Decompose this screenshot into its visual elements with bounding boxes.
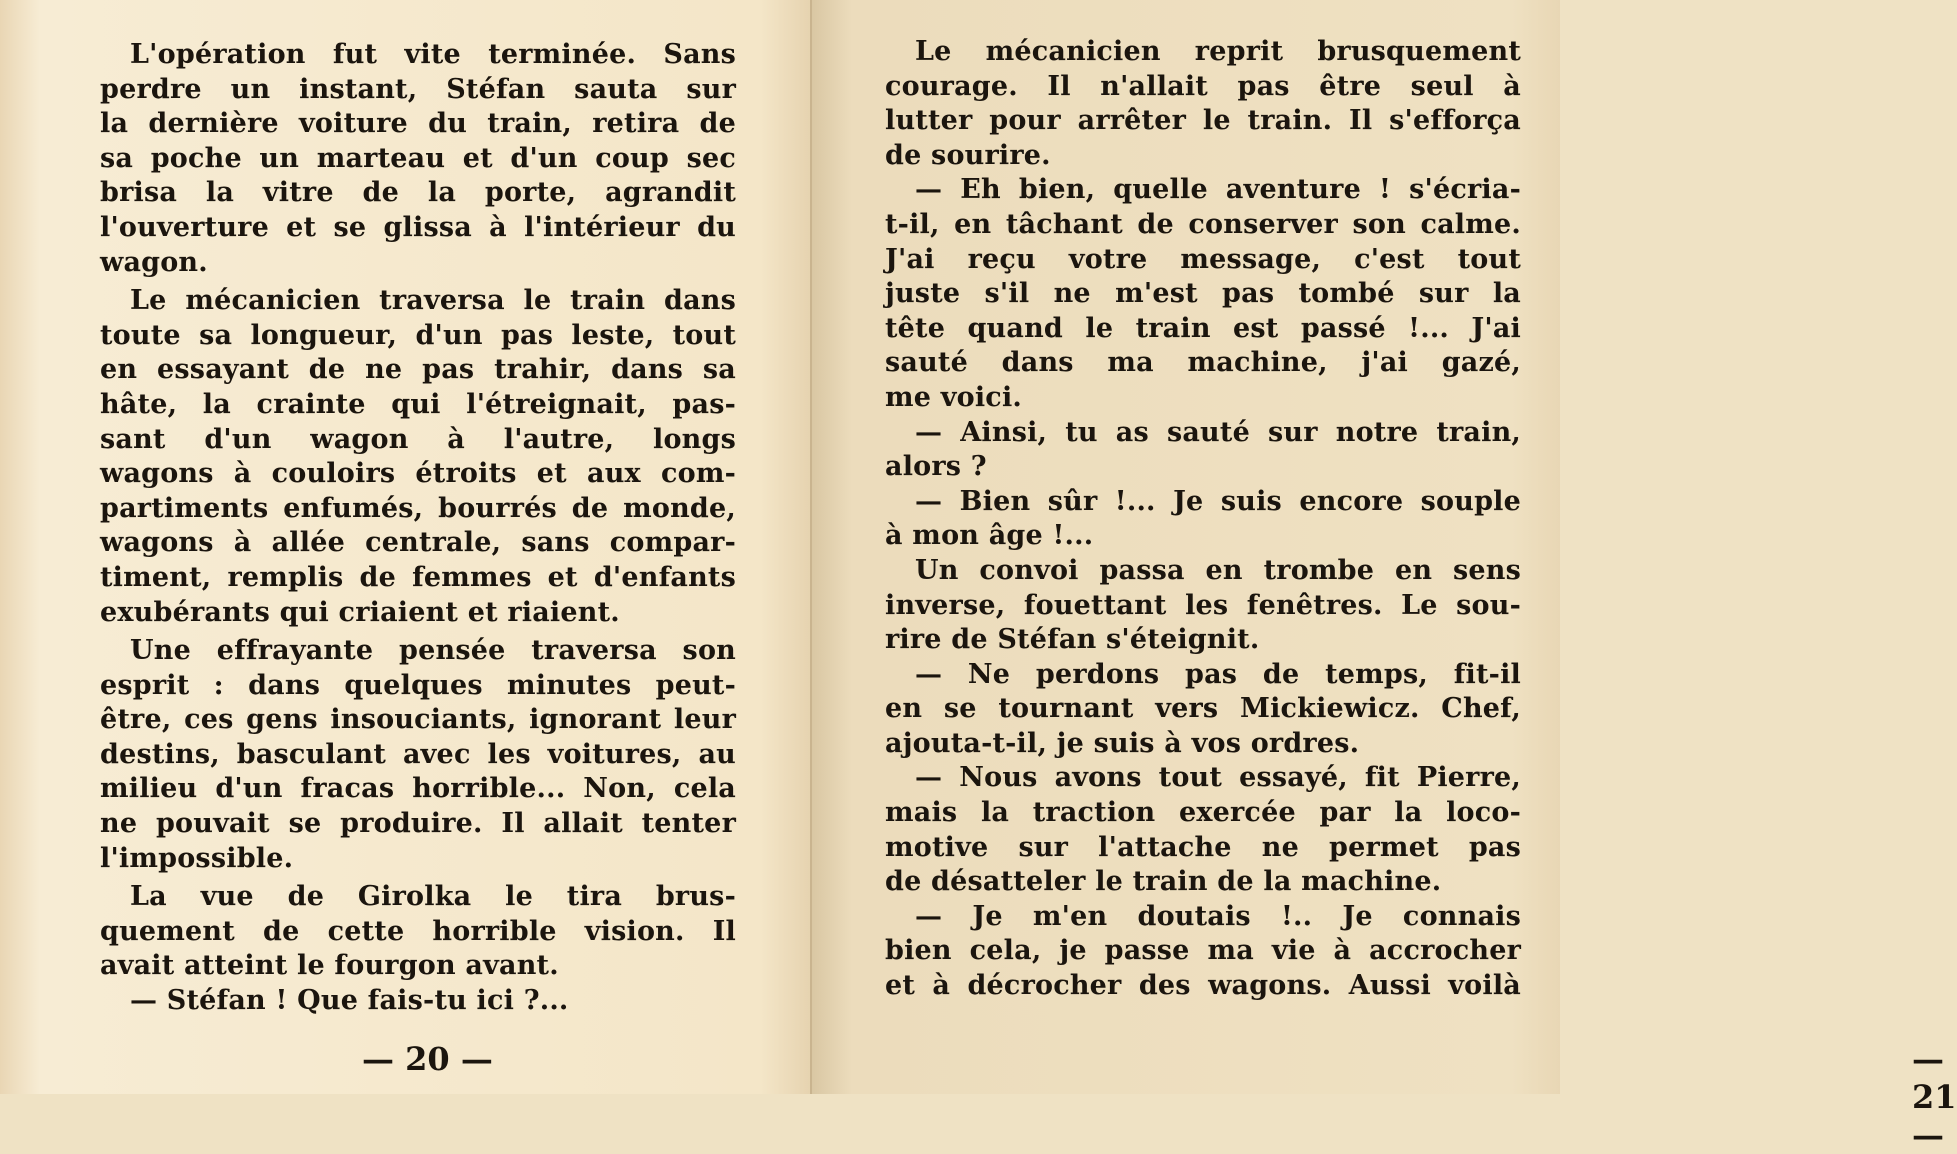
text-line: — Eh bien, quelle aventure ! s'écria- xyxy=(915,174,1521,206)
text-line: l'ouverture et se glissa à l'intérieur du xyxy=(100,211,736,243)
text-line: juste s'il ne m'est pas tombé sur la xyxy=(885,278,1521,310)
text-line: Le mécanicien traversa le train dans xyxy=(130,285,736,317)
text-line: destins, basculant avec les voitures, au xyxy=(100,738,736,770)
text-line: sauté dans ma machine, j'ai gazé, xyxy=(885,347,1521,379)
text-line: J'ai reçu votre message, c'est tout xyxy=(885,243,1521,275)
text-line: wagon. xyxy=(100,246,208,278)
text-line: ne pouvait se produire. Il allait tenter xyxy=(100,808,736,840)
text-line: rire de Stéfan s'éteignit. xyxy=(885,624,1260,656)
text-line: bien cela, je passe ma vie à accrocher xyxy=(885,935,1521,967)
text-line: hâte, la crainte qui l'étreignait, pas- xyxy=(100,388,736,420)
text-line: milieu d'un fracas horrible... Non, cela xyxy=(100,773,736,805)
text-line: — Nous avons tout essayé, fit Pierre, xyxy=(915,762,1521,794)
text-line: de sourire. xyxy=(885,139,1051,171)
text-line: Un convoi passa en trombe en sens xyxy=(915,554,1521,586)
text-line: à mon âge !... xyxy=(885,520,1094,552)
text-line: brisa la vitre de la porte, agrandit xyxy=(100,177,736,209)
text-line: — Je m'en doutais !.. Je connais xyxy=(915,900,1521,932)
text-line: la dernière voiture du train, retira de xyxy=(100,108,736,140)
text-line: me voici. xyxy=(885,381,1022,413)
text-line: sant d'un wagon à l'autre, longs xyxy=(100,423,736,455)
text-line: lutter pour arrêter le train. Il s'efforça xyxy=(885,105,1521,137)
text-line: motive sur l'attache ne permet pas xyxy=(885,831,1521,863)
text-line: courage. Il n'allait pas être seul à xyxy=(885,70,1521,102)
text-line: wagons à couloirs étroits et aux com- xyxy=(100,458,736,490)
text-line: La vue de Girolka le tira brus- xyxy=(130,881,736,913)
text-line: wagons à allée centrale, sans compar- xyxy=(100,527,736,559)
left-page xyxy=(0,0,810,1094)
text-line: L'opération fut vite terminée. Sans xyxy=(130,39,736,70)
text-line: l'impossible. xyxy=(100,842,294,874)
text-line: toute sa longueur, d'un pas leste, tout xyxy=(100,319,736,351)
text-line: en essayant de ne pas trahir, dans sa xyxy=(100,354,736,386)
text-line: Une effrayante pensée traversa son xyxy=(130,635,736,667)
text-line: — Ainsi, tu as sauté sur notre train, xyxy=(915,416,1521,448)
text-line: quement de cette horrible vision. Il xyxy=(100,915,736,947)
text-line: en se tournant vers Mickiewicz. Chef, xyxy=(885,693,1521,725)
text-line: t-il, en tâchant de conserver son calme. xyxy=(885,208,1521,240)
text-line: esprit : dans quelques minutes peut- xyxy=(100,669,736,701)
text-line: partiments enfumés, bourrés de monde, xyxy=(100,492,736,524)
text-line: sa poche un marteau et d'un coup sec xyxy=(100,142,736,174)
left-page-text xyxy=(100,38,736,1019)
text-line: avait atteint le fourgon avant. xyxy=(100,950,559,982)
page-number-right: — 21 — xyxy=(1912,1040,1957,1154)
text-line: — Ne perdons pas de temps, fit-il xyxy=(915,658,1521,690)
text-line: timent, remplis de femmes et d'enfants xyxy=(100,561,736,593)
text-line: exubérants qui criaient et riaient. xyxy=(100,596,620,628)
text-line: alors ? xyxy=(885,451,987,483)
text-line: mais la traction exercée par la loco- xyxy=(885,797,1521,829)
text-line: et à décrocher des wagons. Aussi voilà xyxy=(885,970,1521,1002)
text-line: inverse, fouettant les fenêtres. Le sou- xyxy=(885,589,1521,621)
right-page-text xyxy=(885,35,1521,1004)
text-line: ajouta-t-il, je suis à vos ordres. xyxy=(885,727,1360,759)
text-line: de désatteler le train de la machine. xyxy=(885,866,1442,898)
text-line: être, ces gens insouciants, ignorant leur xyxy=(100,704,736,736)
text-line: tête quand le train est passé !... J'ai xyxy=(885,312,1521,344)
text-line: — Bien sûr !... Je suis encore souple xyxy=(915,485,1521,517)
page-number-left: — 20 — xyxy=(362,1040,493,1078)
text-line: — Stéfan ! Que fais-tu ici ?... xyxy=(130,985,569,1017)
text-line: Le mécanicien reprit brusquement xyxy=(915,36,1521,67)
text-line: perdre un instant, Stéfan sauta sur xyxy=(100,73,736,105)
